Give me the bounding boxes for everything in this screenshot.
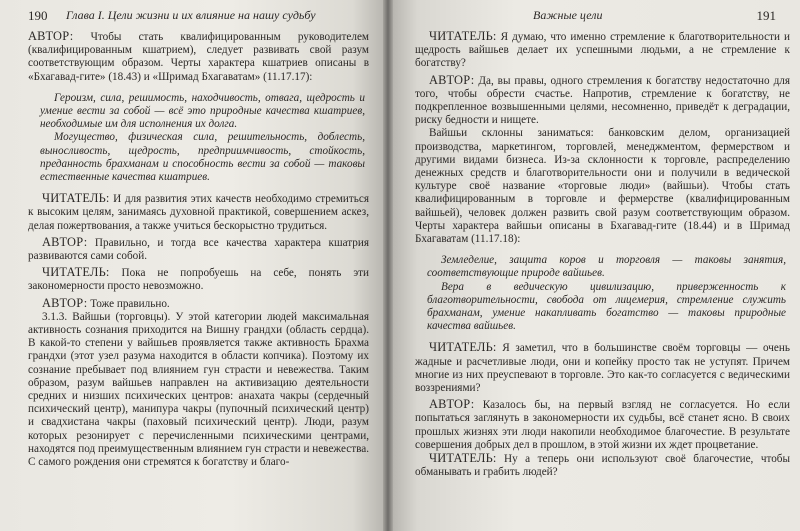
dialogue-paragraph xyxy=(415,398,790,452)
running-head-right: Важные цели xyxy=(533,8,603,22)
speaker-label: АВТОР: xyxy=(42,234,88,249)
dialogue-paragraph xyxy=(28,192,369,233)
speaker-label: ЧИТАТЕЛЬ: xyxy=(429,29,497,43)
speaker-label: ЧИТАТЕЛЬ: xyxy=(429,340,497,355)
speaker-label: ЧИТАТЕЛЬ: xyxy=(42,191,110,206)
dialogue-paragraph xyxy=(28,236,369,263)
section-paragraph: 3.1.3. Вайшьи (торговцы). У этой категории людей максимальная активность сознания приходится на Вишну грандхи (область сердца). В какой-то степени у вайшьев проявляется также активность Брахма грандхи (этот узел разума находится в области копчика). Поэтому их сознание пребывает под влиянием гун страсти и невежества. Таким образом, разум вайшьев направлен на активизацию деятельности средних и низших психических центров: анахата чакры (сердечный психический центр), манипура чакры (пупочный психический центр) и свадхистана чакры (паховый психический центр). Люди, разум которых резонирует с перечисленными психическими центрами, находятся под преимущественным влиянием гун страсти и невежества. С самого рождения они стремятся к богатству и благо- xyxy=(28,310,369,469)
quote-paragraph: Земледелие, защита коров и торговля — таковы занятия, соответствующие природе вайшьев. xyxy=(427,254,786,280)
dialogue-paragraph xyxy=(415,30,790,71)
quote-paragraph: Могущество, физическая сила, решительность, доблесть, выносливость, щедрость, предприимчивость, стойкость, преданность брахманам и способность вести за собой — таковы естественные качества кшатриев. xyxy=(40,131,365,184)
speaker-label: АВТОР: xyxy=(42,295,88,310)
speaker-label: АВТОР: xyxy=(429,397,475,412)
body-paragraph: Вайшьи склонны заниматься: банковским делом, организацией производства, маркетингом, торговлей, менеджментом, фермерством и другими видами бизнеса. Из-за склонности к торговле, распределению денежных средств и благотворительности они и получили в ведической культуре своё название «торговые люди» (вайшьи). Чтобы стать квалифицированным в торговле и фермерстве (квалифицированным вайшьей), человек должен развить свой разум соответствующим образом. Черты характера вайшьи описаны в Бхагавад-гите (18.44) и в Шримад Бхагаватам (11.17.18): xyxy=(415,127,790,246)
speaker-label: ЧИТАТЕЛЬ: xyxy=(42,265,110,280)
page-number-left: 190 xyxy=(28,8,48,23)
paragraph-text: Казалось бы, на первый взгляд не согласуется. Но если попытаться заглянуть в закономерности их судьбы, всё станет ясно. В своих прошлых жизнях эти люди накопили необходимое благочестие. В результате совершения добрых дел в прошлом, в этой жизни их ждет процветание. xyxy=(415,399,790,451)
right-page-header xyxy=(415,8,790,30)
dialogue-paragraph xyxy=(28,297,369,311)
paragraph-text: Я думаю, что именно стремление к благотворительности и щедрость вайшьев делает их успешными людьми, а не стремление к богатству? xyxy=(415,31,790,70)
right-page xyxy=(393,0,800,531)
running-head-left: Глава I. Цели жизни и их влияние на нашу судьбу xyxy=(66,8,316,22)
paragraph-text: Да, вы правы, одного стремления к богатству недостаточно для того, чтобы обрести счастье. Напротив, стремление к богатству, не подкрепленное возвышенными целями, несомненно, приведёт к деградации, риску бедности и нищете. xyxy=(415,74,790,127)
book-gutter xyxy=(383,0,393,531)
dialogue-paragraph xyxy=(28,266,369,293)
paragraph-text: Тоже правильно. xyxy=(87,297,170,310)
dialogue-paragraph xyxy=(415,452,790,479)
paragraph-text: И для развития этих качеств необходимо стремиться к высоким целям, занимаясь духовной практикой, совершением аскез, делая пожертвования, а также учиться бескорыстно трудиться. xyxy=(28,193,369,232)
paragraph-text: Пока не попробуешь на себе, понять эти закономерности просто невозможно. xyxy=(28,267,369,293)
paragraph-text: Чтобы стать квалифицированным руководителем (квалифицированным кшатрием), следует развивать свой разум соответствующим образом. Черты характера кшатриев описаны в «Бхагавад-гите» (18.43) и «Шримад Бхагаватам» (11.17.17): xyxy=(28,31,369,83)
paragraph-text: Я заметил, что в большинстве своём торговцы — очень жадные и расчетливые люди, они и копейку просто так не уступят. Причем многие из них преуспевают в торговле. Это как-то согласуется с ведическими воззрениями? xyxy=(415,342,790,395)
left-page-header xyxy=(28,8,369,30)
dialogue-paragraph xyxy=(415,74,790,128)
dialogue-paragraph xyxy=(28,30,369,84)
page-number-right: 191 xyxy=(756,8,776,23)
dialogue-paragraph xyxy=(415,341,790,395)
quote-paragraph: Героизм, сила, решимость, находчивость, отвага, щедрость и умение вести за собой — всё это природные качества кшатриев, необходимые им для исполнения их долга. xyxy=(40,91,365,131)
paragraph-text: Правильно, и тогда все качества характера кшатрия развиваются сами собой. xyxy=(28,236,369,263)
speaker-label: АВТОР: xyxy=(28,29,74,43)
quote-paragraph: Вера в ведическую цивилизацию, приверженность к благотворительности, свобода от лицемерия, стремление служить брахманам, умение накапливать богатство — таковы природные качества вайшьев. xyxy=(427,280,786,333)
speaker-label: ЧИТАТЕЛЬ: xyxy=(429,451,497,466)
left-page xyxy=(0,0,383,531)
speaker-label: АВТОР: xyxy=(429,72,475,87)
paragraph-text: Ну а теперь они используют своё благочестие, чтобы обманывать и грабить людей? xyxy=(415,453,790,479)
